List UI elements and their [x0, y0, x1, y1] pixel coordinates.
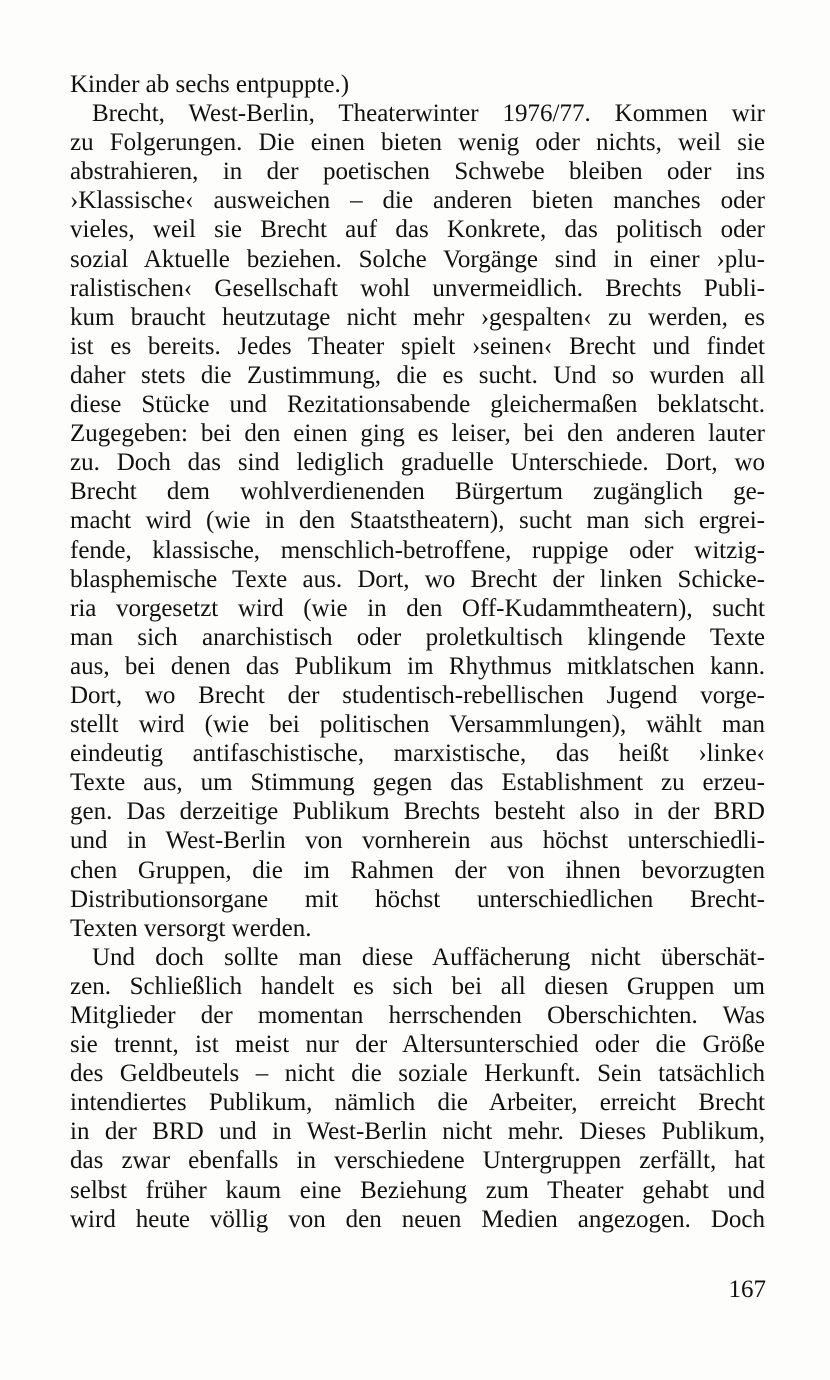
text-line: blasphemische Texte aus. Dort, wo Brecht der linken Schicke-: [70, 565, 765, 593]
text-line: Texten versorgt werden.: [70, 914, 312, 942]
text-line: stellt wird (wie bei politischen Versammlungen), wählt man: [70, 711, 765, 739]
body-text: [70, 70, 765, 1234]
text-line: diese Stücke und Rezitationsabende gleichermaßen beklatscht.: [70, 391, 765, 419]
text-line: man sich anarchistisch oder proletkultisch klingende Texte: [70, 623, 765, 651]
text-line: Und doch sollte man diese Auffächerung nicht überschät-: [92, 943, 765, 971]
page-number: 167: [728, 1276, 766, 1303]
text-line: aus, bei denen das Publikum im Rhythmus mitklatschen kann.: [70, 652, 765, 680]
text-line: Dort, wo Brecht der studentisch-rebellischen Jugend vorge-: [70, 681, 765, 709]
text-line: des Geldbeutels – nicht die soziale Herkunft. Sein tatsächlich: [70, 1060, 765, 1088]
text-line: daher stets die Zustimmung, die es sucht. Und so wurden all: [70, 361, 765, 389]
text-line: selbst früher kaum eine Beziehung zum Theater gehabt und: [70, 1176, 765, 1204]
text-line: und in West-Berlin von vornherein aus höchst unterschiedli-: [70, 827, 765, 855]
text-line: zu Folgerungen. Die einen bieten wenig oder nichts, weil sie: [70, 129, 765, 157]
text-line: zu. Doch das sind lediglich graduelle Unterschiede. Dort, wo: [70, 449, 765, 477]
text-line: abstrahieren, in der poetischen Schwebe bleiben oder ins: [70, 158, 765, 186]
text-line: sie trennt, ist meist nur der Altersunterschied oder die Größe: [70, 1031, 765, 1059]
text-line: chen Gruppen, die im Rahmen der von ihnen bevorzugten: [70, 856, 765, 884]
text-line: fende, klassische, menschlich-betroffene, ruppige oder witzig-: [70, 536, 765, 564]
text-line: Texte aus, um Stimmung gegen das Establishment zu erzeu-: [70, 769, 765, 797]
text-line: zen. Schließlich handelt es sich bei all diesen Gruppen um: [70, 972, 765, 1000]
text-line: intendiertes Publikum, nämlich die Arbeiter, erreicht Brecht: [70, 1089, 765, 1117]
text-line: Brecht, West-Berlin, Theaterwinter 1976/77. Kommen wir: [92, 100, 765, 128]
text-line: Mitglieder der momentan herrschenden Oberschichten. Was: [70, 1002, 765, 1029]
text-line: eindeutig antifaschistische, marxistische, das heißt ›linke‹: [70, 740, 765, 768]
text-line: das zwar ebenfalls in verschiedene Untergruppen zerfällt, hat: [70, 1147, 765, 1175]
text-line: Kinder ab sechs entpuppte.): [70, 71, 350, 98]
text-line: gen. Das derzeitige Publikum Brechts besteht also in der BRD: [70, 798, 765, 826]
text-line: Zugegeben: bei den einen ging es leiser, bei den anderen lauter: [70, 420, 765, 448]
text-line: in der BRD und in West-Berlin nicht mehr. Dieses Publikum,: [70, 1118, 765, 1146]
text-line: ›Klassische‹ ausweichen – die anderen bieten manches oder: [70, 187, 765, 215]
text-line: ria vorgesetzt wird (wie in den Off-Kudammtheatern), sucht: [70, 594, 765, 622]
text-line: wird heute völlig von den neuen Medien angezogen. Doch: [70, 1205, 765, 1233]
text-line: kum braucht heutzutage nicht mehr ›gespalten‹ zu werden, es: [70, 303, 765, 331]
text-line: Brecht dem wohlverdienenden Bürgertum zugänglich ge-: [70, 478, 765, 506]
text-line: sozial Aktuelle beziehen. Solche Vorgänge sind in einer ›plu-: [70, 245, 765, 273]
text-line: ist es bereits. Jedes Theater spielt ›seinen‹ Brecht und findet: [70, 332, 765, 360]
text-line: macht wird (wie in den Staatstheatern), sucht man sich ergrei-: [70, 507, 765, 535]
text-line: ralistischen‹ Gesellschaft wohl unvermeidlich. Brechts Publi-: [70, 274, 765, 302]
text-line: Distributionsorgane mit höchst unterschiedlichen Brecht-: [70, 885, 765, 913]
text-line: vieles, weil sie Brecht auf das Konkrete, das politisch oder: [70, 216, 765, 244]
